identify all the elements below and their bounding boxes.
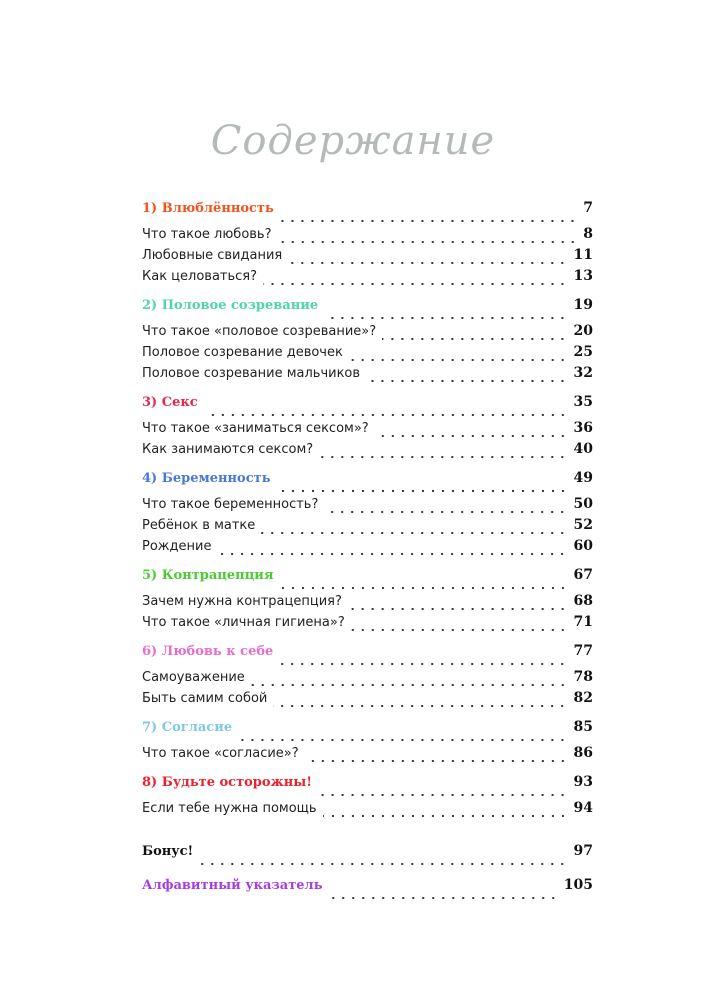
toc-section-1: [142, 200, 593, 289]
toc-section-heading[interactable]: [142, 470, 593, 496]
page-number: 50: [573, 496, 593, 512]
section-title: 4) Беременность: [142, 471, 271, 486]
dot-leader: [319, 456, 567, 458]
dot-leader: [305, 760, 568, 762]
page-number: 40: [573, 441, 593, 457]
page-number: 85: [573, 719, 593, 735]
toc-section-3: [142, 394, 593, 462]
section-title: 5) Контрацепция: [142, 568, 274, 583]
index-title: Алфавитный указатель: [142, 878, 323, 893]
page-number: 77: [573, 643, 593, 659]
dot-leader: [348, 608, 568, 610]
toc-entry[interactable]: [142, 800, 593, 821]
dot-leader: [204, 414, 568, 416]
page-number: 86: [573, 745, 593, 761]
page-number: 67: [573, 567, 593, 583]
toc-entry[interactable]: [142, 323, 593, 344]
dot-leader: [382, 338, 567, 340]
entry-title: Как целоваться?: [142, 269, 258, 284]
dot-leader: [375, 435, 568, 437]
page-number: 25: [573, 344, 593, 360]
page-number: 78: [573, 669, 593, 685]
dot-leader: [318, 794, 568, 796]
dot-leader: [238, 739, 567, 741]
section-title: 1) Влюблённость: [142, 201, 274, 216]
toc-entry[interactable]: [142, 690, 593, 711]
page-number: 32: [573, 365, 593, 381]
dot-leader: [261, 532, 567, 534]
dot-leader: [329, 897, 558, 899]
dot-leader: [277, 490, 568, 492]
toc-entry[interactable]: [142, 365, 593, 386]
toc-entry[interactable]: [142, 669, 593, 690]
entry-title: Зачем нужна контрацепция?: [142, 594, 342, 609]
page-number: 82: [573, 690, 593, 706]
entry-title: Быть самим собой: [142, 691, 268, 706]
toc-entry[interactable]: [142, 247, 593, 268]
toc-bonus[interactable]: [142, 843, 593, 869]
entry-title: Как занимаются сексом?: [142, 442, 314, 457]
toc-entry[interactable]: [142, 226, 593, 247]
dot-leader: [217, 553, 567, 555]
toc-entry[interactable]: [142, 268, 593, 289]
dot-leader: [351, 629, 568, 631]
toc-section-heading[interactable]: [142, 774, 593, 800]
page-number: 97: [573, 843, 593, 859]
dot-leader: [366, 380, 567, 382]
entry-title: Ребёнок в матке: [142, 518, 256, 533]
entry-title: Что такое «личная гигиена»?: [142, 615, 345, 630]
page-number: 68: [573, 593, 593, 609]
toc-section-2: [142, 297, 593, 386]
page-number: 60: [573, 538, 593, 554]
section-title: 3) Секс: [142, 395, 198, 410]
dot-leader: [251, 684, 568, 686]
page-number: 35: [573, 394, 593, 410]
dot-leader: [324, 317, 567, 319]
entry-title: Что такое «согласие»?: [142, 746, 299, 761]
dot-leader: [263, 283, 567, 285]
section-title: 6) Любовь к себе: [142, 644, 274, 659]
toc-entry[interactable]: [142, 441, 593, 462]
toc-section-6: [142, 643, 593, 711]
page-number: 49: [573, 470, 593, 486]
section-title: 8) Будьте осторожны!: [142, 775, 312, 790]
section-title: 2) Половое созревание: [142, 298, 319, 313]
entry-title: Любовные свидания: [142, 248, 283, 263]
page-number: 19: [573, 297, 593, 313]
toc-index[interactable]: [142, 877, 593, 903]
entry-title: Что такое любовь?: [142, 227, 272, 242]
page-number: 7: [583, 200, 593, 216]
toc-section-heading[interactable]: [142, 567, 593, 593]
page-number: 13: [573, 268, 593, 284]
page-number: 105: [563, 877, 593, 893]
toc-entry[interactable]: [142, 538, 593, 559]
toc-section-5: [142, 567, 593, 635]
page-title: Содержание: [210, 118, 496, 164]
section-title: 7) Согласие: [142, 720, 233, 735]
dot-leader: [199, 863, 567, 865]
toc-entry[interactable]: [142, 614, 593, 635]
dot-leader: [280, 587, 568, 589]
page-number: 93: [573, 774, 593, 790]
page-number: 94: [573, 800, 593, 816]
entry-title: Что такое «половое созревание»?: [142, 324, 377, 339]
dot-leader: [278, 241, 578, 243]
toc-section-8: [142, 774, 593, 821]
dot-leader: [324, 511, 567, 513]
table-of-contents: [142, 200, 593, 903]
toc-entry[interactable]: [142, 745, 593, 766]
entry-title: Половое созревание мальчиков: [142, 366, 361, 381]
entry-title: Если тебе нужна помощь: [142, 801, 317, 816]
entry-title: Самоуважение: [142, 670, 245, 685]
toc-section-4: [142, 470, 593, 559]
dot-leader: [273, 705, 567, 707]
bonus-title: Бонус!: [142, 844, 194, 859]
dot-leader: [280, 220, 577, 222]
page-number: 8: [583, 226, 593, 242]
dot-leader: [279, 663, 567, 665]
page-number: 36: [573, 420, 593, 436]
page-number: 20: [573, 323, 593, 339]
entry-title: Рождение: [142, 539, 212, 554]
entry-title: Что такое беременность?: [142, 497, 319, 512]
page-number: 52: [573, 517, 593, 533]
toc-entry[interactable]: [142, 344, 593, 365]
page-number: 11: [573, 247, 593, 263]
toc-section-heading[interactable]: [142, 394, 593, 420]
dot-leader: [288, 262, 567, 264]
toc-entry[interactable]: [142, 420, 593, 441]
toc-section-heading[interactable]: [142, 200, 593, 226]
toc-entry[interactable]: [142, 496, 593, 517]
toc-section-heading[interactable]: [142, 719, 593, 745]
page-number: 71: [573, 614, 593, 630]
toc-section-7: [142, 719, 593, 766]
toc-section-heading[interactable]: [142, 297, 593, 323]
entry-title: Что такое «заниматься сексом»?: [142, 421, 369, 436]
dot-leader: [323, 815, 568, 817]
toc-entry[interactable]: [142, 517, 593, 538]
entry-title: Половое созревание девочек: [142, 345, 343, 360]
toc-entry[interactable]: [142, 593, 593, 614]
dot-leader: [349, 359, 568, 361]
toc-section-heading[interactable]: [142, 643, 593, 669]
